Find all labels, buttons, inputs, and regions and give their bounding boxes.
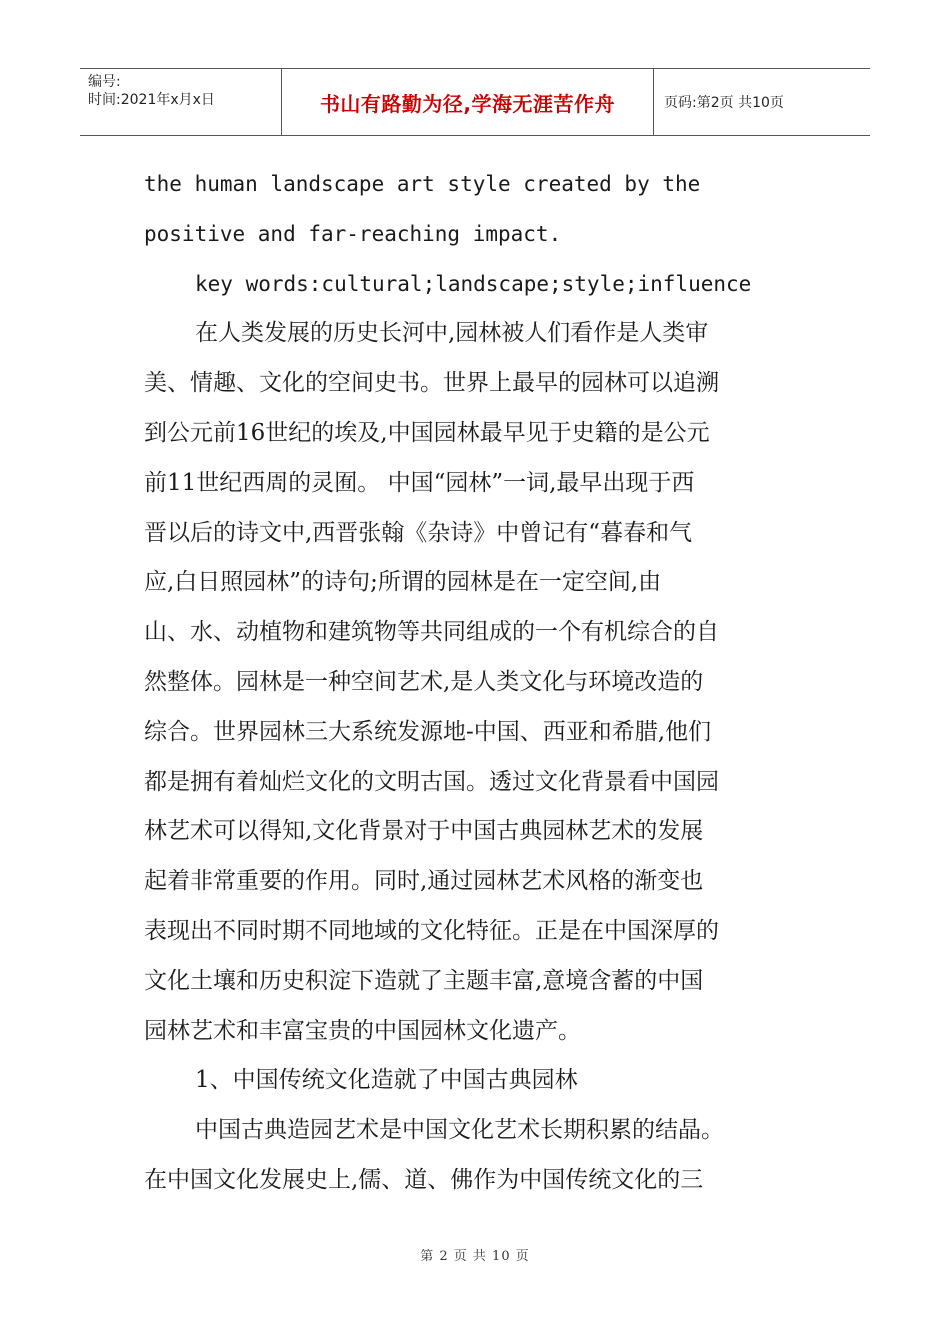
- document-body: [144, 160, 809, 1206]
- body-line: 美、情趣、文化的空间史书。世界上最早的园林可以追溯: [144, 370, 719, 397]
- body-line: 前11世纪西周的灵囿。 中国“园林”一词,最早出现于西: [144, 469, 695, 496]
- body-line: positive and far-reaching impact.: [144, 221, 562, 246]
- header-page-info: 页码:第2页 共10页: [664, 95, 784, 111]
- body-line: 然整体。园林是一种空间艺术,是人类文化与环境改造的: [144, 668, 704, 695]
- section-heading: 1、中国传统文化造就了中国古典园林: [195, 1067, 578, 1094]
- body-line: 林艺术可以得知,文化背景对于中国古典园林艺术的发展: [144, 818, 704, 845]
- body-line: 表现出不同时期不同地域的文化特征。正是在中国深厚的: [144, 917, 719, 944]
- body-line: 晋以后的诗文中,西晋张翰《杂诗》中曾记有“暮春和气: [144, 519, 693, 546]
- document-date-label: 时间:2021年x月x日: [88, 92, 215, 108]
- body-line: the human landscape art style created by the: [144, 172, 701, 196]
- body-line: 起着非常重要的作用。同时,通过园林艺术风格的渐变也: [144, 868, 704, 895]
- body-line: 到公元前16世纪的埃及,中国园林最早见于史籍的是公元: [144, 419, 710, 446]
- body-line: 中国古典造园艺术是中国文化艺术长期积累的结晶。: [195, 1117, 724, 1144]
- body-line: 应,白日照园林”的诗句;所谓的园林是在一定空间,由: [144, 569, 662, 596]
- document-number-label: 编号:: [88, 74, 121, 90]
- body-line: 综合。世界园林三大系统发源地-中国、西亚和希腊,他们: [144, 718, 712, 745]
- page-footer: 第 2 页 共 10 页: [420, 1249, 530, 1264]
- body-line: 在人类发展的历史长河中,园林被人们看作是人类审: [195, 320, 709, 347]
- keywords-line: key words:cultural;landscape;style;influence: [195, 271, 752, 296]
- body-line: 都是拥有着灿烂文化的文明古国。透过文化背景看中国园: [144, 768, 719, 795]
- page-header: [80, 68, 870, 136]
- header-meta: [80, 69, 282, 135]
- body-line: 山、水、动植物和建筑物等共同组成的一个有机综合的自: [144, 619, 719, 646]
- body-line: 文化土壤和历史积淀下造就了主题丰富,意境含蓄的中国: [144, 967, 704, 994]
- header-motto: 书山有路勤为径,学海无涯苦作舟: [282, 69, 654, 135]
- body-line: 园林艺术和丰富宝贵的中国园林文化遗产。: [144, 1017, 581, 1044]
- body-line: 在中国文化发展史上,儒、道、佛作为中国传统文化的三: [144, 1166, 704, 1193]
